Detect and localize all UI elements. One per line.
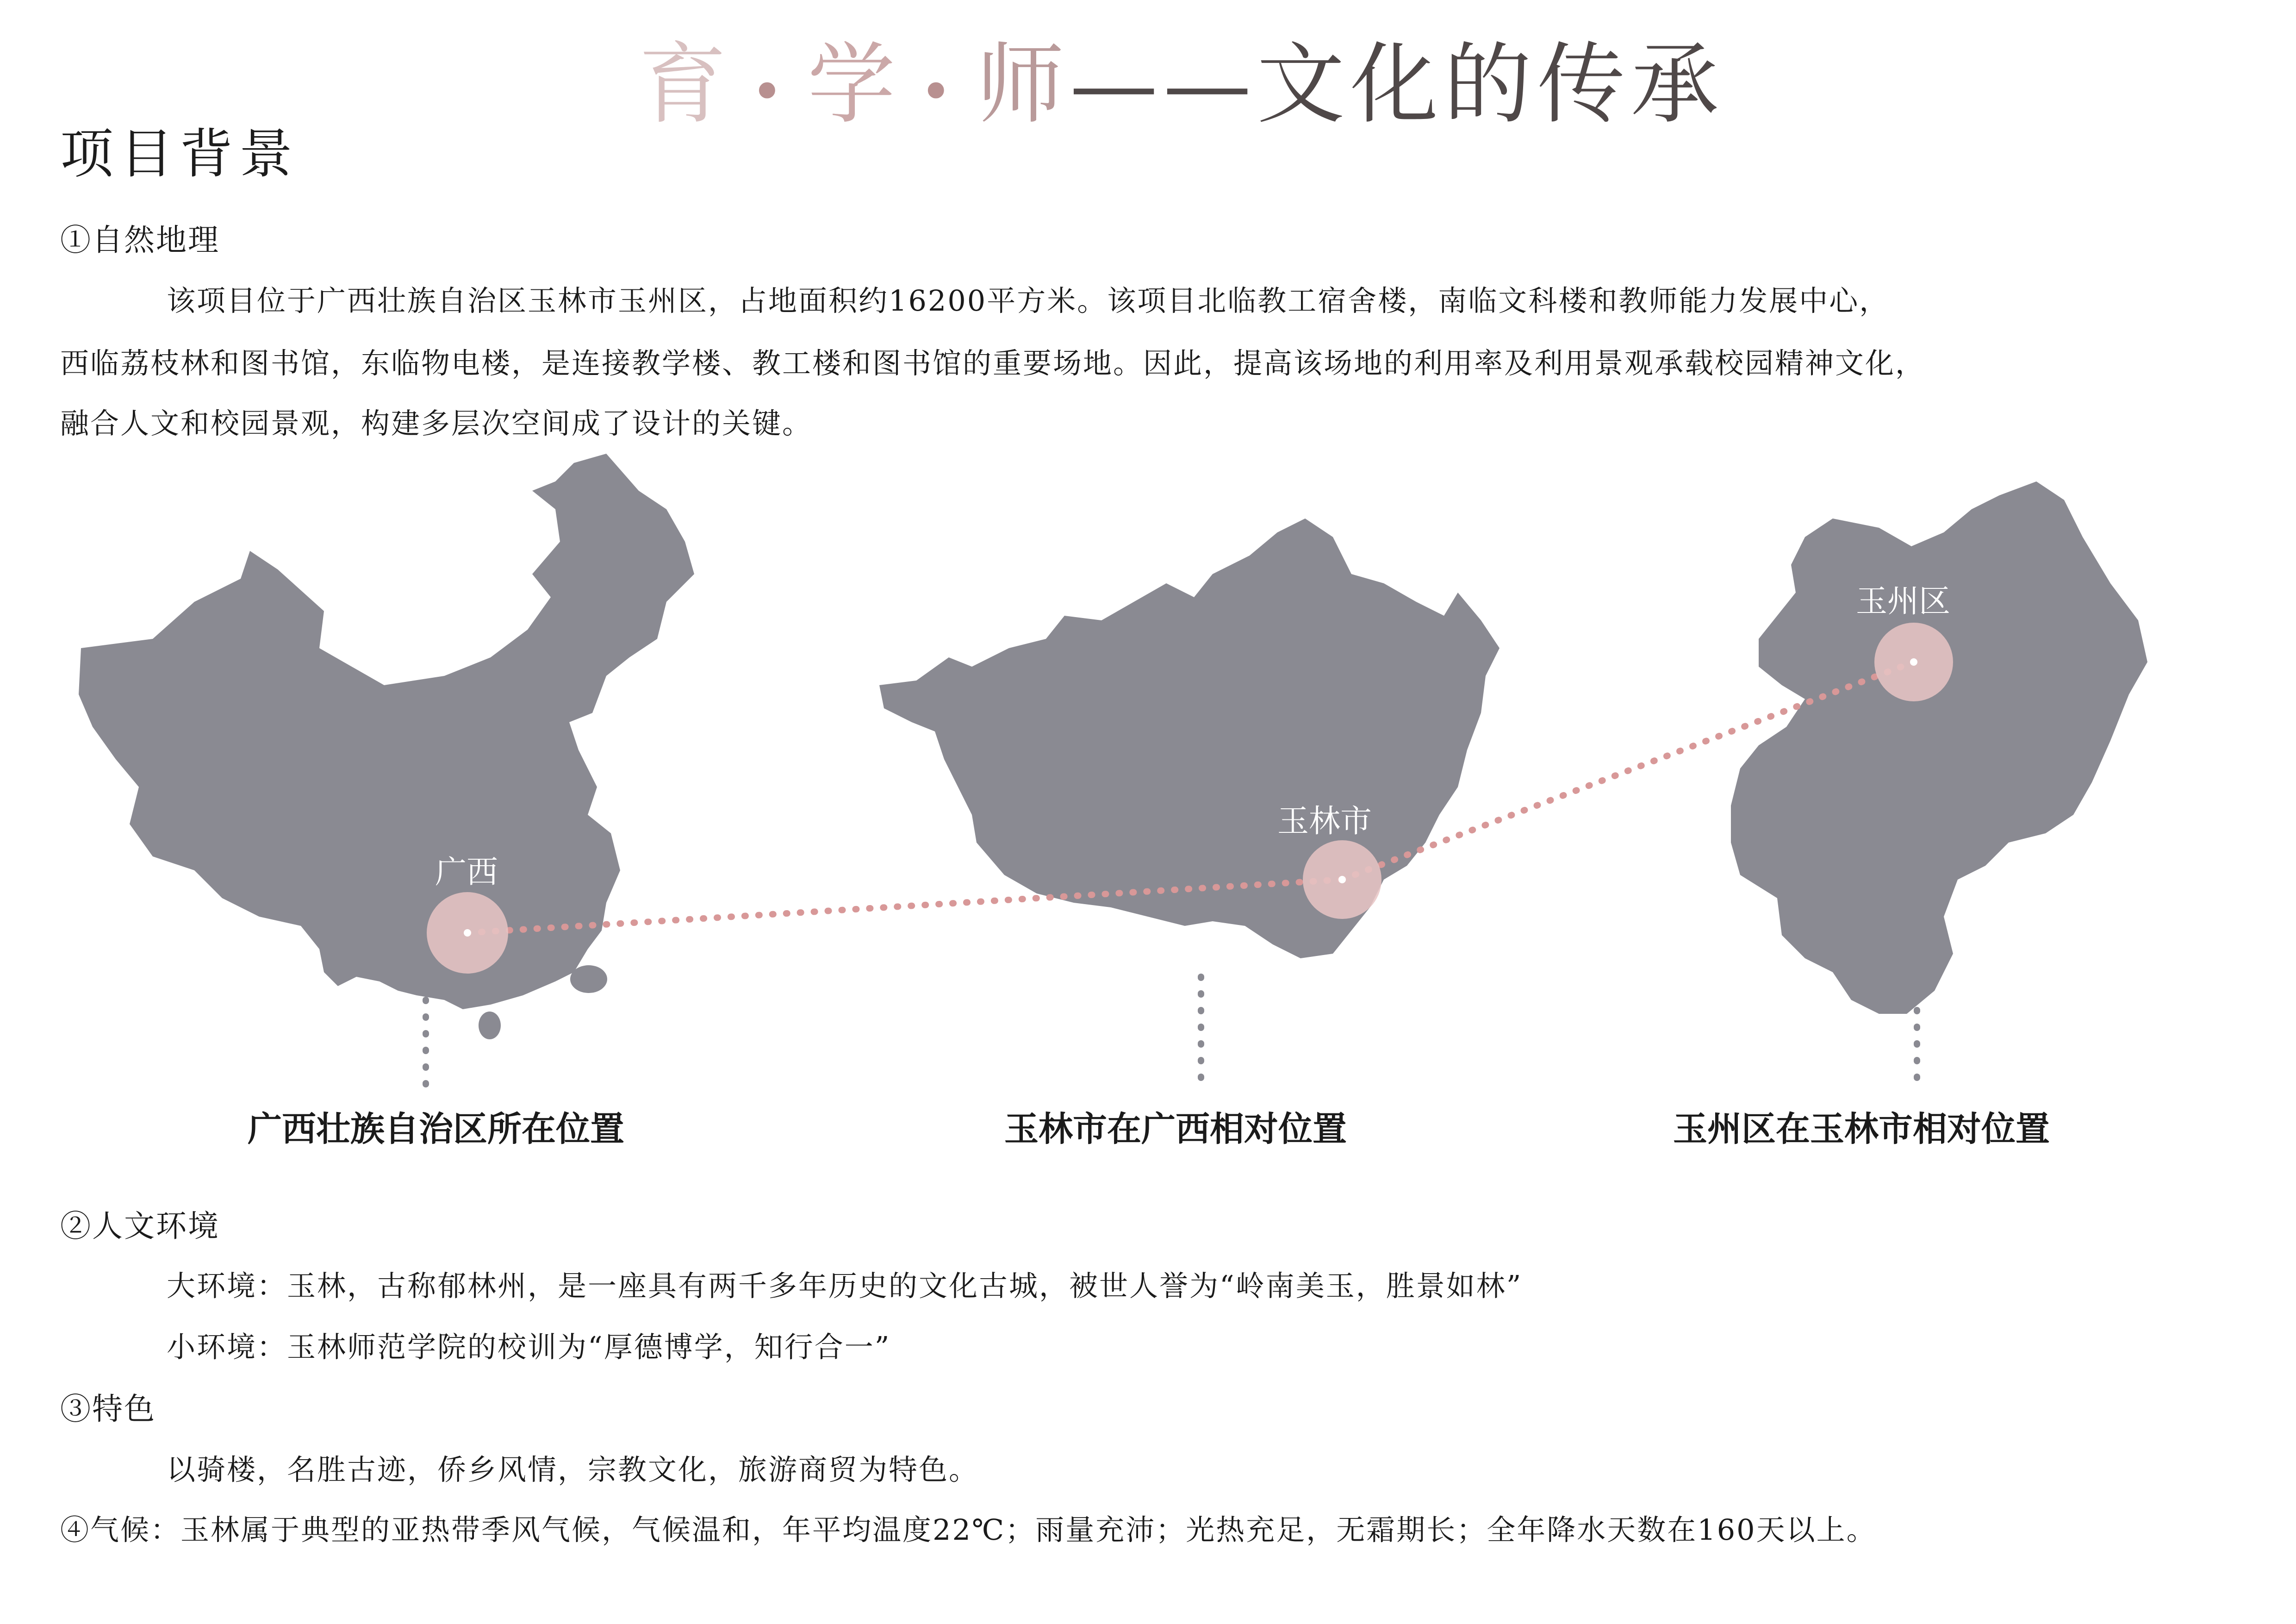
title-char-xue: 学 xyxy=(807,33,901,136)
section1-line1: 该项目位于广西壮族自治区玉林市玉州区，占地面积约16200平方米。该项目北临教工宿舍楼，南临文科楼和教师能力发展中心， xyxy=(167,284,1890,318)
yulin-map xyxy=(1731,481,2147,1014)
section1-label: ①自然地理 xyxy=(60,222,220,258)
title-dot: • xyxy=(751,60,789,125)
china-map xyxy=(79,454,694,1039)
leader-lines xyxy=(426,977,1917,1088)
section2-line1: 大环境：玉林，古称郁林州，是一座具有两千多年历史的文化古城，被世人誉为“岭南美玉，胜景如林” xyxy=(167,1269,1523,1303)
map2-caption: 玉林市在广西相对位置 xyxy=(1004,1109,1347,1149)
section4-line1: ④气候：玉林属于典型的亚热带季风气候，气候温和，年平均温度22℃；雨量充沛；光热充足，无霜期长；全年降水天数在160天以上。 xyxy=(60,1513,1877,1547)
section2-line2: 小环境：玉林师范学院的校训为“厚德博学，知行合一” xyxy=(167,1330,891,1364)
section1-line3: 融合人文和校园景观，构建多层次空间成了设计的关键。 xyxy=(60,406,813,440)
title-char-shi: 师 xyxy=(976,33,1070,136)
title-subtitle: ——文化的传承 xyxy=(1070,33,1724,136)
pin-label-yuzhou: 玉州区 xyxy=(1856,583,1951,620)
hainan-island xyxy=(479,1012,501,1039)
map1-caption: 广西壮族自治区所在位置 xyxy=(248,1109,624,1149)
pin-guangxi xyxy=(427,892,508,974)
pin-label-yulin: 玉林市 xyxy=(1277,803,1372,840)
section2-label: ②人文环境 xyxy=(60,1208,220,1244)
section3-label: ③特色 xyxy=(60,1391,156,1427)
section-heading: 项目背景 xyxy=(60,123,299,185)
title-char-yu: 育 xyxy=(639,33,733,136)
pin-label-guangxi: 广西 xyxy=(435,854,498,891)
pin-yuzhou xyxy=(1874,623,1953,701)
taiwan-island xyxy=(570,965,607,993)
section1-line2: 西临荔枝林和图书馆，东临物电楼，是连接教学楼、教工楼和图书馆的重要场地。因此，提高该场地的利用率及利用景观承载校园精神文化， xyxy=(60,346,1926,380)
pin-yulin xyxy=(1303,840,1381,919)
title-dot: • xyxy=(919,60,958,125)
guangxi-map xyxy=(879,518,1500,958)
section3-line1: 以骑楼，名胜古迹，侨乡风情，宗教文化，旅游商贸为特色。 xyxy=(167,1453,979,1487)
map3-caption: 玉州区在玉林市相对位置 xyxy=(1673,1109,2050,1149)
